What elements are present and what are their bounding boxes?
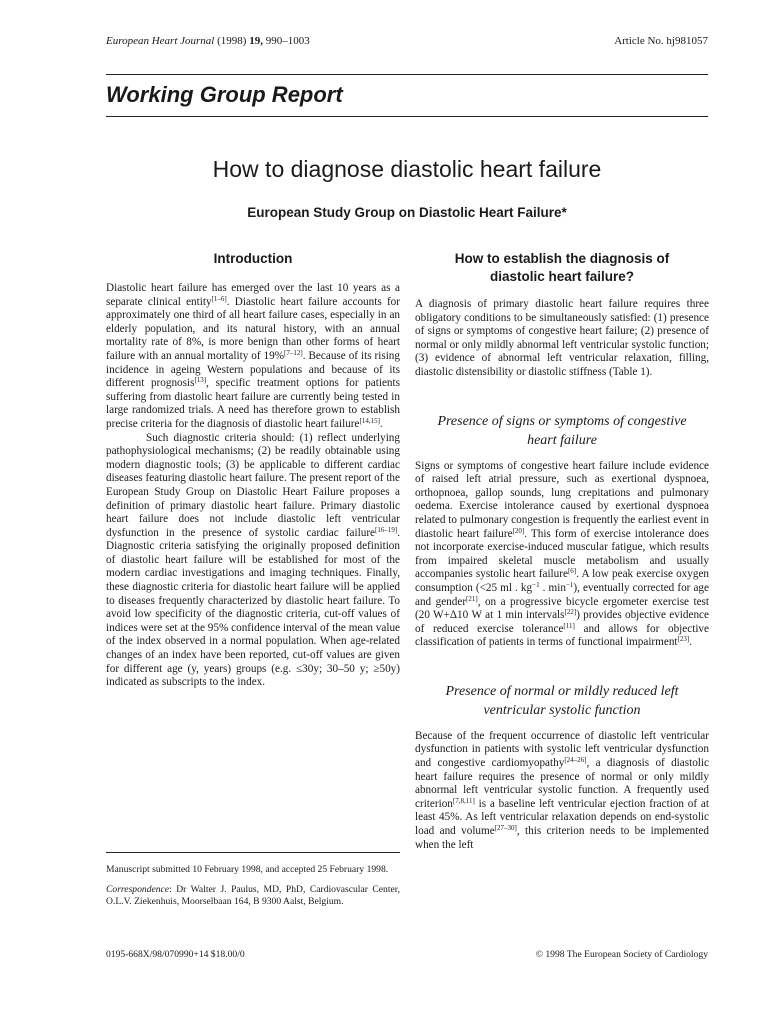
journal-volume: 19,	[249, 35, 263, 47]
footnote-correspondence: Correspondence: Dr Walter J. Paulus, MD, PhD, Cardiovascular Center, O.L.V. Ziekenhuis, Moorselbaan 164, B 9300 Aalst, Belgium.	[106, 884, 400, 907]
article-number: Article No. hj981057	[614, 35, 708, 47]
issn-line: 0195-668X/98/070990+14 $18.00/0	[106, 949, 245, 960]
footnote-rule	[106, 852, 400, 853]
top-rule	[106, 74, 708, 75]
citation: [14,15]	[359, 416, 380, 425]
citation: [13]	[194, 376, 207, 385]
citation: [7,8,11]	[452, 796, 475, 805]
signs-subheading: Presence of signs or symptoms of congestive heart failure	[437, 413, 687, 448]
systolic-paragraph: Because of the frequent occurrence of diastolic left ventricular dysfunction in patients with systolic left ventricular dysfunction and congestive cardiomyopathy[24–26], a diagnosis of diastolic heart failure requires the presence of normal or only mildly abnormal left ventricular systolic function. A frequently used criterion[7,8,11] is a baseline left ventricular ejection fraction of at least 45%. As left ventricular relaxation depends on end-systolic load and volume[27–30], this criterion needs to be implemented when the left	[415, 729, 709, 851]
article-title: How to diagnose diastolic heart failure	[212, 156, 602, 182]
footnotes	[106, 864, 400, 908]
citation: [21]	[466, 594, 478, 603]
journal-year: (1998)	[217, 35, 247, 47]
citation: [7–12]	[284, 348, 303, 357]
citation: [23]	[677, 635, 690, 644]
citation: [24–26]	[564, 756, 587, 765]
diagnosis-heading: How to establish the diagnosis of diastolic heart failure?	[454, 251, 670, 284]
intro-paragraph-2: Such diagnostic criteria should: (1) reflect underlying pathophysiological mechanisms; (2) be readily obtainable using modern diagnostic tools; (3) be applicable to different cardiac diseases featuring diastolic heart failure. The present report of the European Study Group on Diastolic Heart Failure proposes a definition of primary diastolic heart failure. Primary diastolic heart failure does not include diastolic left ventricular dysfunction in the presence of systolic cardiac failure[16–19]. Diagnostic criteria satisfying the originally proposed definition of diastolic heart failure will be established for most of the modern cardiac investigations and imaging techniques. Finally, these diagnostic criteria for diastolic heart failure will be applied to diseases frequently characterized by diastolic heart failure. To avoid low specificity of the diagnostic criteria, cut-off values of indices were set at the 95% confidence interval of the mean value of the index observed in a normal population. When age-related changes of an index have been reported, cut-off values are given for different age (y, years) groups (e.g. ≤30y; 30–50 y; ≥50y) indicated as subscripts to the index.	[106, 431, 400, 689]
citation: [27–30]	[494, 824, 517, 833]
right-column	[415, 250, 709, 852]
systolic-subheading: Presence of normal or mildly reduced left ventricular systolic function	[445, 683, 679, 718]
copyright-line: © 1998 The European Society of Cardiology	[535, 949, 708, 960]
left-column	[106, 250, 400, 690]
citation: [11]	[563, 621, 575, 630]
journal-name: European Heart Journal	[106, 35, 215, 47]
signs-paragraph: Signs or symptoms of congestive heart failure include evidence of raised left atrial pressure, such as exertional dyspnoea, orthopnoea, gallop sounds, lung crepitations and pulmonary oedema. Exercise intolerance caused by exertional dyspnoea related to pulmonary congestion is frequently the earliest event in diastolic heart failure[20]. This form of exercise intolerance does not incorporate exercise-induced muscular fatigue, which results from impaired skeletal muscle metabolism and usually accompanies systolic heart failure[6]. A low peak exercise oxygen consumption (<25 ml . $kg^{-1}$ . $\min^{-1}$), eventually corrected for age and gender[21], on a progressive bicycle ergometer exercise test (20 W+Δ10 W at 1 min intervals[22]) provides objective evidence of reduced exercise tolerance[11] and allows for objective classification of patients in terms of functional impairment[23].	[415, 459, 710, 649]
footnote-manuscript: Manuscript submitted 10 February 1998, and accepted 25 February 1998.	[106, 864, 389, 875]
intro-paragraph-1: Diastolic heart failure has emerged over the last 10 years as a separate clinical entity[1–6]. Diastolic heart failure accounts for approximately one third of all heart failure cases, especially in an elderly population, and its natural history, with an annual mortality rate of 8%, is more benign than other forms of heart failure with an annual mortality of 19%[7–12]. Because of its rising incidence in ageing Western populations and because of its different prognosis[13], specific treatment options for patients suffering from diastolic heart failure are currently being tested in large randomized trials. A need has therefore grown to establish precise criteria for the diagnosis of diastolic heart failure[14,15].	[106, 282, 400, 430]
header-rule	[106, 116, 708, 117]
section-type: Working Group Report	[106, 82, 343, 107]
citation: [20]	[512, 526, 525, 535]
article-authors: European Study Group on Diastolic Heart Failure*	[247, 205, 567, 220]
diagnosis-paragraph: A diagnosis of primary diastolic heart failure requires three obligatory conditions to be simultaneously satisfied: (1) presence of signs or symptoms of congestive heart failure; (2) presence of normal or only mildly abnormal left ventricular systolic function; (3) evidence of abnormal left ventricular relaxation, filling, diastolic distensibility or diastolic stiffness (Table 1).	[415, 298, 709, 378]
journal-pages: 990–1003	[265, 35, 310, 47]
journal-citation	[106, 35, 310, 47]
citation: [16–19]	[375, 525, 398, 534]
citation: [22]	[564, 608, 577, 617]
intro-heading: Introduction	[213, 251, 293, 266]
citation: [1–6]	[211, 294, 227, 303]
citation: [6]	[567, 567, 577, 576]
